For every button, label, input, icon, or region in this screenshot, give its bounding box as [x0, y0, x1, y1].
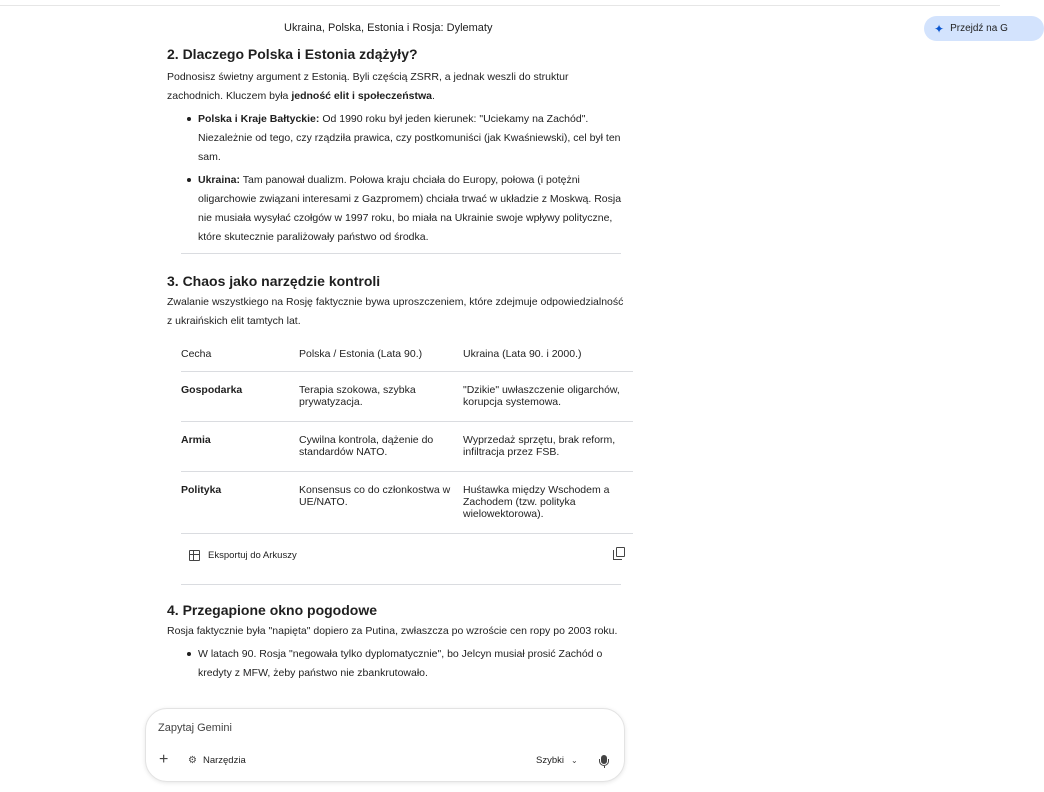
tools-label: Narzędzia: [202, 755, 246, 766]
list-item: W latach 90. Rosja "negowała tylko dyplomatycznie", bo Jelcyn musiał prosić Zachód o kredyty z MFW, żeby państwo nie zbankrutowało.: [167, 645, 627, 683]
microphone-icon[interactable]: [601, 755, 607, 764]
table-header-row: [181, 343, 633, 372]
table-header: Cecha: [181, 343, 299, 372]
comparison-table: [181, 343, 633, 534]
table-cell: "Dzikie" uwłaszczenie oligarchów, korupcja systemowa.: [463, 372, 633, 422]
table-cell: Polityka: [181, 472, 299, 534]
divider: [181, 584, 621, 585]
list-item: Ukraina: Tam panował dualizm. Połowa kraju chciała do Europy, połowa (i potężni oligarchowie związani interesami z Gazpromem) chciała trwać w układzie z Moskwą. Rosja nie musiała wysyłać czołgów w 1997 roku, bo miała na Ukrainie swoje wpływy polityczne, które skutecznie paraliżowały państwo od środka.: [167, 171, 627, 247]
plus-icon[interactable]: +: [159, 751, 169, 768]
top-border: [0, 0, 1000, 6]
table-icon: [189, 550, 200, 561]
go-to-button[interactable]: [924, 16, 1044, 41]
bullet-list: [167, 110, 627, 247]
list-item: Polska i Kraje Bałtyckie: Od 1990 roku był jeden kierunek: "Uciekamy na Zachód". Niezależnie od tego, czy rządziła prawica, czy postkomuniści (jak Kwaśniewski), cel był ten sam.: [167, 110, 627, 167]
section-heading: 2. Dlaczego Polska i Estonia zdążyły?: [167, 46, 418, 62]
section-heading: 3. Chaos jako narzędzie kontroli: [167, 273, 381, 289]
export-to-sheets-button[interactable]: [189, 546, 297, 565]
paragraph: Rosja faktycznie była "napięta" dopiero za Putina, zwłaszcza po wzroście cen ropy po 2003 roku.: [167, 625, 618, 637]
paragraph: Podnosisz świetny argument z Estonią. Byli częścią ZSRR, a jednak weszli do struktur zachodnich. Kluczem była jedność elit i społeczeństwa.: [167, 71, 569, 102]
mode-label: Szybki: [536, 755, 564, 766]
tools-icon: ⚙: [188, 755, 197, 766]
export-label: Eksportuj do Arkuszy: [208, 550, 297, 561]
table-row: [181, 472, 633, 534]
bullet-list: [167, 645, 627, 683]
tools-button[interactable]: [188, 755, 246, 766]
paragraph: Zwalanie wszystkiego na Rosję faktycznie bywa uproszczeniem, które zdejmuje odpowiedzialność z ukraińskich elit tamtych lat.: [167, 296, 624, 327]
conversation-title: Ukraina, Polska, Estonia i Rosja: Dylematy: [284, 22, 493, 34]
copy-icon[interactable]: [616, 547, 625, 557]
sparkle-icon: ✦: [934, 21, 945, 36]
table-cell: Huśtawka między Wschodem a Zachodem (tzw. polityka wielowektorowa).: [463, 472, 633, 534]
section-heading: 4. Przegapione okno pogodowe: [167, 602, 378, 618]
table-actions: [181, 538, 621, 568]
prompt-input[interactable]: [158, 722, 598, 734]
table-cell: Terapia szokowa, szybka prywatyzacja.: [299, 372, 463, 422]
chevron-down-icon: ⌄: [570, 756, 578, 765]
divider: [181, 253, 621, 254]
table-cell: Armia: [181, 422, 299, 472]
response-content: [167, 44, 627, 708]
table-row: [181, 422, 633, 472]
table-cell: Wyprzedaż sprzętu, brak reform, infiltracja przez FSB.: [463, 422, 633, 472]
prompt-composer: [145, 708, 625, 782]
go-to-button-label: Przejdź na G: [950, 23, 1008, 34]
table-cell: Konsensus co do członkostwa w UE/NATO.: [299, 472, 463, 534]
table-header: Ukraina (Lata 90. i 2000.): [463, 343, 633, 372]
table-cell: Cywilna kontrola, dążenie do standardów NATO.: [299, 422, 463, 472]
table-cell: Gospodarka: [181, 372, 299, 422]
mode-selector[interactable]: [536, 755, 578, 766]
table-header: Polska / Estonia (Lata 90.): [299, 343, 463, 372]
table-row: [181, 372, 633, 422]
